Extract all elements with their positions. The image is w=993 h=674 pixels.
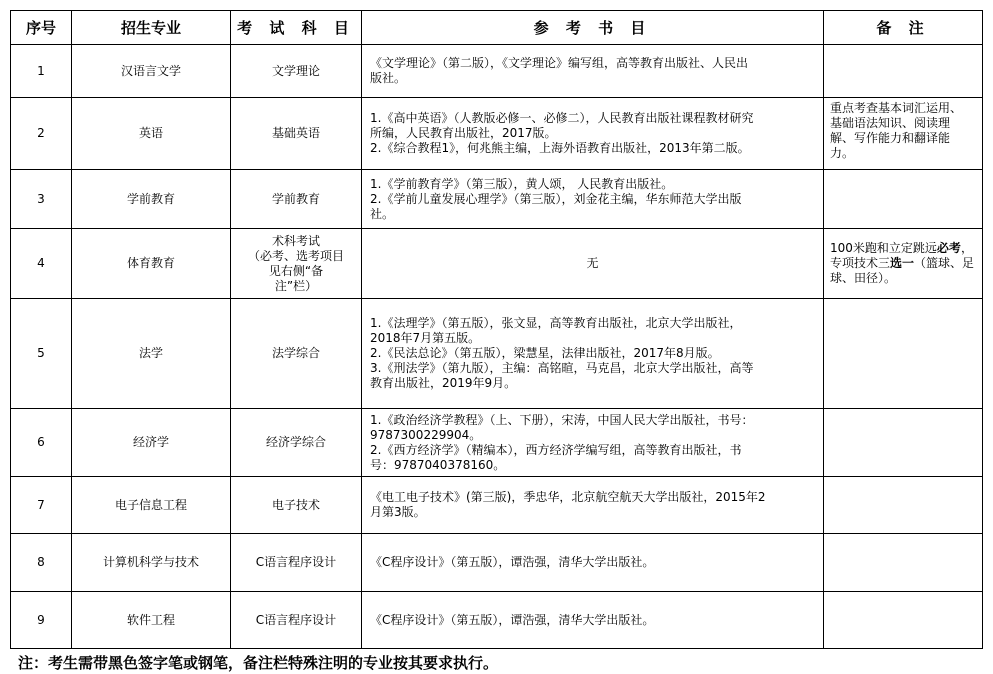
remark-text: 100米跑和立定跳远	[830, 241, 937, 255]
row-subject: C语言程序设计	[231, 534, 362, 592]
book-line: 社。	[370, 206, 395, 221]
row-no: 8	[11, 534, 72, 592]
table-row	[11, 592, 983, 649]
row-books: 无	[362, 229, 824, 299]
row-books	[362, 534, 824, 592]
remark-emphasis: 考	[948, 241, 961, 255]
subject-line: 术科考试	[271, 233, 320, 248]
book-line: 教育出版社，2019年9月。	[370, 376, 517, 390]
row-major: 经济学	[72, 409, 231, 477]
row-major: 法学	[72, 299, 231, 409]
row-subject	[231, 229, 362, 299]
row-no: 9	[11, 592, 72, 649]
row-remark	[824, 98, 983, 170]
row-remark	[824, 299, 983, 409]
admission-table	[10, 10, 983, 649]
row-major: 电子信息工程	[72, 477, 231, 534]
row-remark	[824, 229, 983, 299]
book-line: 《C程序设计》（第五版），谭浩强，清华大学出版社。	[370, 555, 655, 569]
book-line: 《文学理论》（第二版），《文学理论》编写组，高等教育出版社、人民出	[370, 56, 749, 70]
row-remark	[824, 409, 983, 477]
table-row	[11, 409, 983, 477]
row-major: 软件工程	[72, 592, 231, 649]
header-remark: 备 注	[824, 11, 983, 45]
row-books	[362, 409, 824, 477]
header-major: 招生专业	[72, 11, 231, 45]
book-line: 2018年7月第五版。	[370, 331, 481, 345]
remark-line: 基础语法知识、阅读理	[830, 116, 951, 130]
remark-text: ，专项技术三	[830, 241, 973, 270]
remark-line: 重点考查基本词汇运用、	[830, 101, 963, 115]
book-line: 2.《西方经济学》（精编本），西方经济学编写组，高等教育出版社，书	[370, 442, 742, 457]
row-major: 学前教育	[72, 170, 231, 229]
book-line: 3.《刑法学》（第九版），主编：高铭暄，马克昌，北京大学出版社，高等	[370, 361, 754, 375]
book-line: 1.《高中英语》（人教版必修一、必修二），人民教育出版社课程教材研究	[370, 111, 754, 125]
row-remark	[824, 592, 983, 649]
book-line: 《电工电子技术》(第三版)，季忠华，北京航空航天大学出版社，2015年2	[370, 490, 766, 504]
row-remark	[824, 170, 983, 229]
row-major: 计算机科学与技术	[72, 534, 231, 592]
row-remark	[824, 45, 983, 98]
book-line: 月第3版。	[370, 505, 426, 519]
row-major: 体育教育	[72, 229, 231, 299]
row-remark	[824, 477, 983, 534]
book-line: 所编，人民教育出版社，2017版。	[370, 126, 557, 140]
table-row	[11, 98, 983, 170]
row-subject: 法学综合	[231, 299, 362, 409]
row-books	[362, 45, 824, 98]
book-line: 《C程序设计》（第五版），谭浩强，清华大学出版社。	[370, 612, 655, 627]
table-row	[11, 229, 983, 299]
subject-line: （必考、选考项目	[247, 248, 344, 263]
table-row	[11, 534, 983, 592]
header-books: 参 考 书 目	[362, 11, 824, 45]
row-subject: 基础英语	[231, 98, 362, 170]
remark-emphasis: 必	[936, 241, 949, 255]
row-books	[362, 592, 824, 649]
subject-line: 见右侧“备	[268, 263, 324, 278]
book-line: 2.《综合教程1》，何兆熊主编，上海外语教育出版社，2013年第二版。	[370, 141, 750, 155]
row-subject: 经济学综合	[231, 409, 362, 477]
row-remark	[824, 534, 983, 592]
book-line: 号：9787040378160。	[370, 457, 506, 472]
book-line: 2.《学前儿童发展心理学》（第三版），刘金花主编，华东师范大学出版	[370, 191, 742, 206]
header-row	[11, 11, 983, 45]
row-subject: C语言程序设计	[231, 592, 362, 649]
row-no: 3	[11, 170, 72, 229]
row-subject: 学前教育	[231, 170, 362, 229]
row-subject: 文学理论	[231, 45, 362, 98]
book-line: 1.《政治经济学教程》（上、下册），宋涛，中国人民大学出版社，书号：	[370, 412, 754, 427]
subject-line: 注”栏）	[274, 278, 318, 293]
book-line: 9787300229904。	[370, 427, 482, 442]
row-major: 英语	[72, 98, 231, 170]
remark-line: 力。	[830, 146, 855, 160]
table-row	[11, 299, 983, 409]
book-line: 版社。	[370, 71, 407, 85]
header-no: 序号	[11, 11, 72, 45]
remark-emphasis: 选一	[890, 256, 915, 270]
book-line: 2.《民法总论》（第五版），梁慧星，法律出版社，2017年8月版。	[370, 346, 720, 360]
header-subject: 考 试 科 目	[231, 11, 362, 45]
table-row	[11, 477, 983, 534]
row-books	[362, 98, 824, 170]
row-major: 汉语言文学	[72, 45, 231, 98]
row-no: 5	[11, 299, 72, 409]
table-row	[11, 45, 983, 98]
row-books	[362, 170, 824, 229]
remark-text: （篮球、足球、田径）。	[830, 256, 975, 285]
row-no: 1	[11, 45, 72, 98]
row-books	[362, 477, 824, 534]
book-line: 1.《学前教育学》（第三版），黄人颂， 人民教育出版社。	[370, 176, 674, 191]
footer-note: 注：考生需带黑色签字笔或钢笔，备注栏特殊注明的专业按其要求执行。	[18, 654, 499, 672]
row-no: 7	[11, 477, 72, 534]
row-no: 2	[11, 98, 72, 170]
row-subject: 电子技术	[231, 477, 362, 534]
row-books	[362, 299, 824, 409]
row-no: 4	[11, 229, 72, 299]
book-line: 1.《法理学》（第五版），张文显，高等教育出版社，北京大学出版社，	[370, 316, 742, 330]
table-row	[11, 170, 983, 229]
remark-line: 解、写作能力和翻译能	[830, 131, 951, 145]
row-no: 6	[11, 409, 72, 477]
